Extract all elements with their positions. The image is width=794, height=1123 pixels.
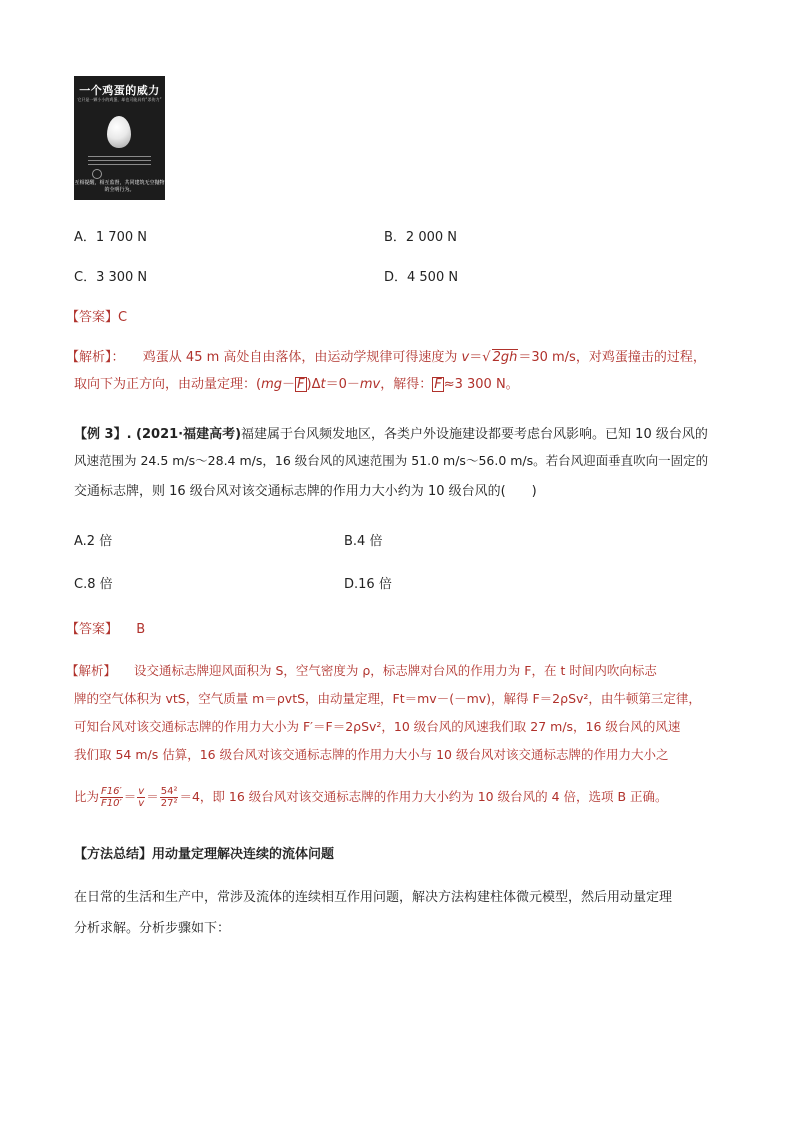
summary-heading: 【方法总结】用动量定理解决连续的流体问题 [74,847,335,862]
example-tag: 【例 3】 [74,427,127,442]
q3-line-2: 风速范围为 24.5 m/s～28.4 m/s，16 级台风的风速范围为 51.0 m/s～56.0 m/s。若台风迎面垂直吹向一固定的 [74,453,709,468]
example-source: . (2021·福建高考) [126,427,242,442]
symbol-f-boxed: F [297,377,305,392]
denominator: v [138,798,145,809]
q3-option-a: A.2 倍 [74,534,113,549]
analysis-text: ＝0－ [325,377,360,392]
seal-icon [92,169,102,179]
equals: ＝ [146,789,159,804]
q3-option-b: B.4 倍 [344,534,383,549]
q3-option-c: C.8 倍 [74,577,113,592]
analysis-text: 比为 [74,789,100,804]
symbol-v: v [461,350,470,365]
fraction-numbers [160,786,179,809]
q2-analysis-line-1: 【解析】： 鸡蛋从 45 m 高处自由落体，由运动学规律可得速度为 v＝√ 2gh＝30 m/s，对鸡蛋撞击的过程， [66,350,706,365]
symbol-f-boxed: F [434,377,442,392]
answer-tag: 【答案】 [66,622,119,637]
equals: ＝ [123,789,137,804]
q3-analysis-line-4: 我们取 54 m/s 估算，16 级台风对该交通标志牌的作用力大小与 10 级台风对该交通标志牌的作用力大小之 [74,747,669,762]
q3-analysis-line-2: 牌的空气体积为 vtS，空气质量 m＝ρvtS，由动量定理，Ft＝mv－(－mv)，解得 F＝2ρSv²，由牛顿第三定律， [74,691,701,706]
summary-paragraph-line-1: 在日常的生活和生产中，常涉及流体的连续相互作用问题，解决方法构建柱体微元模型，然后用动量定理 [74,890,673,905]
symbol-mv: mv [359,377,381,392]
numerator: 54² [160,786,178,797]
question-text: 福建属于台风频发地区，各类户外设施建设都要考虑台风影响。已知 10 级台风的 [241,427,708,442]
q3-analysis-line-1 [66,661,657,679]
egg-poster-image [74,76,165,200]
egg-icon [107,116,131,148]
poster-title: 一个鸡蛋的威力 [79,84,160,97]
answer-value: C [118,310,128,325]
analysis-text: 设交通标志牌迎风面积为 S，空气密度为 ρ，标志牌对台风的作用力为 F，在 t 时间内吹向标志 [133,663,657,678]
q2-option-c: C．3 300 N [74,270,148,285]
q2-answer [66,306,127,325]
analysis-text: ＝4，即 16 级台风对该交通标志牌的作用力大小约为 10 级台风的 4 倍，选项 B 正确。 [179,789,668,804]
analysis-text: ，解得： [380,377,433,392]
q2-option-a: A．1 700 N [74,230,147,245]
analysis-tag: 【解析】： [66,350,125,365]
denominator: F10′ [101,798,122,809]
numerator: F16′ [101,786,122,797]
fraction-force-ratio [100,786,123,809]
q3-option-d: D.16 倍 [344,577,392,592]
answer-value: B [136,622,146,637]
q3-line-3: 交通标志牌，则 16 级台风对该交通标志牌的作用力大小约为 10 级台风的( ) [74,484,537,499]
q3-analysis-line-3: 可知台风对该交通标志牌的作用力大小为 F′＝F＝2ρSv²，10 级台风的风速我们取 27 m/s，16 级台风的风速 [74,719,681,734]
summary-paragraph-line-2: 分析求解。分析步骤如下： [74,921,231,936]
symbol-t: t [320,377,326,392]
analysis-tag: 【解析】 [66,663,117,678]
analysis-text: )Δ [306,377,321,392]
minus: － [282,377,296,392]
q3-answer [66,618,145,637]
symbol-mg: mg [261,377,282,392]
sqrt-expression: 2gh [492,350,518,365]
q3-analysis-line-5 [74,786,668,809]
poster-subtitle: 它只是一颗小小的鸡蛋，却也可能具有“杀伤力” [77,97,162,102]
poster-text-lines [88,156,151,168]
denominator: 27² [160,798,178,809]
analysis-text: ＝30 m/s，对鸡蛋撞击的过程， [518,350,706,365]
numerator: v [138,786,145,797]
q2-option-d: D．4 500 N [384,270,459,285]
fraction-velocity [137,786,145,809]
equals: ＝ [469,350,483,365]
answer-tag: 【答案】 [66,310,119,325]
q3-line-1 [74,423,708,442]
q2-option-b: B．2 000 N [384,230,457,245]
poster-bottom-text: 互相提醒，相互监督，共同建筑无空抛物的全明行为。 [74,180,165,193]
q2-analysis-line-2 [74,373,519,392]
analysis-text: 鸡蛋从 45 m 高处自由落体，由运动学规律可得速度为 [142,350,462,365]
analysis-text: 取向下为正方向，由动量定理：( [74,377,262,392]
analysis-text: ≈3 300 N。 [443,377,519,392]
